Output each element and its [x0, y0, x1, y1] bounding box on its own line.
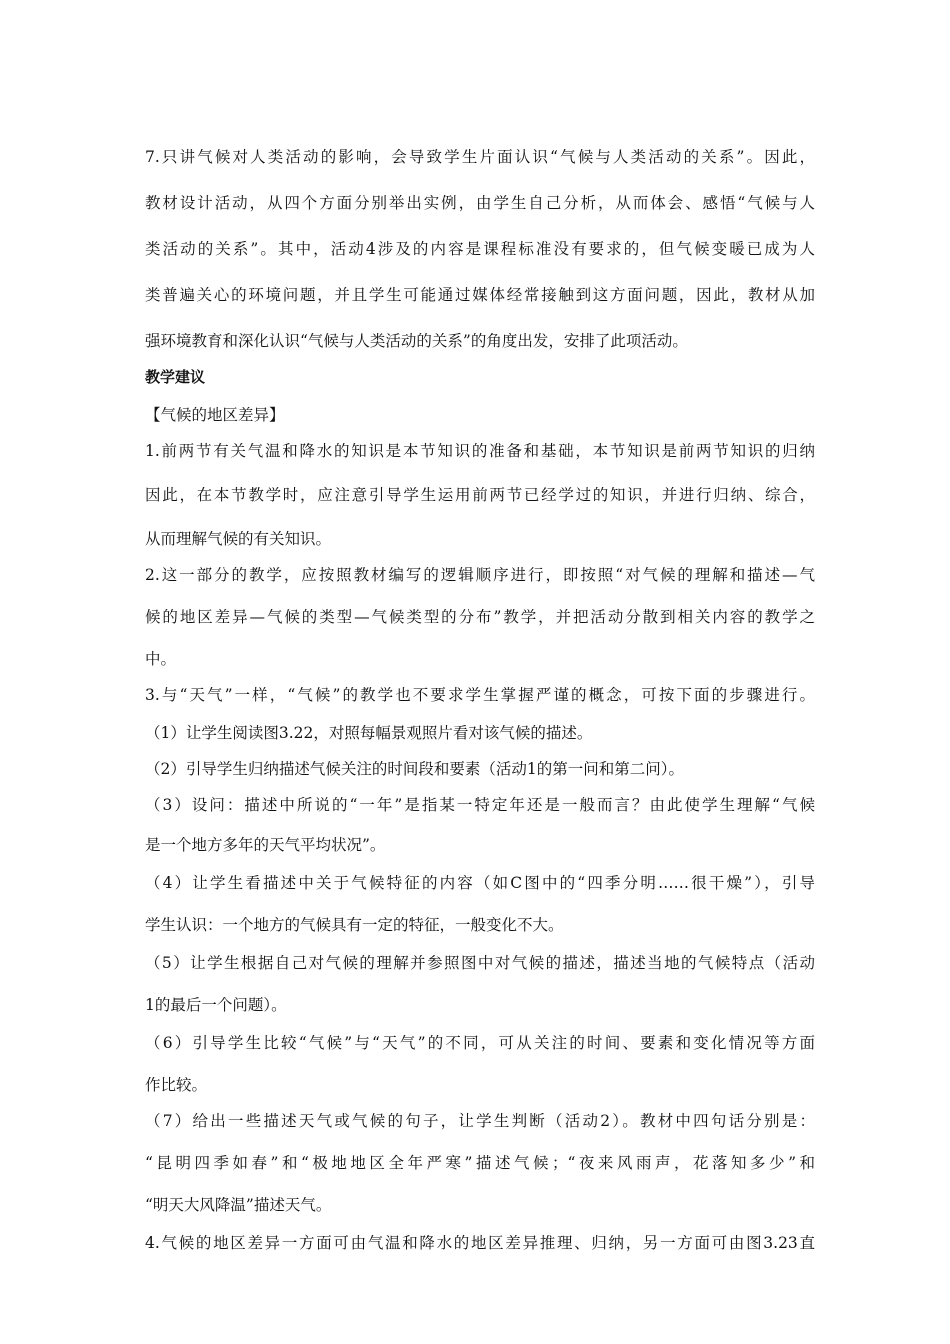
step-7-line-3: “明天大风降温”描述天气。 [145, 1196, 332, 1214]
step-3-line-1: （3）设问：描述中所说的“一年”是指某一特定年还是一般而言？由此使学生理解“气候 [145, 796, 815, 814]
section-heading-teaching-suggestions: 教学建议 [145, 368, 206, 386]
paragraph-2-line-3: 中。 [145, 650, 177, 668]
step-4-line-1: （4）让学生看描述中关于气候特征的内容（如C图中的“四季分明……很干燥”），引导 [145, 874, 815, 892]
paragraph-2-line-2: 候的地区差异—气候的类型—气候类型的分布”教学，并把活动分散到相关内容的教学之 [145, 608, 815, 626]
step-5-line-2: 1的最后一个问题）。 [145, 996, 287, 1014]
step-5-line-1: （5）让学生根据自己对气候的理解并参照图中对气候的描述，描述当地的气候特点（活动 [145, 954, 815, 972]
paragraph-7-line-1: 7.只讲气候对人类活动的影响，会导致学生片面认识“气候与人类活动的关系”。因此， [145, 148, 815, 166]
step-3-line-2: 是一个地方多年的天气平均状况”。 [145, 836, 386, 854]
step-6-line-1: （6）引导学生比较“气候”与“天气”的不同，可从关注的时间、要素和变化情况等方面 [145, 1034, 815, 1052]
paragraph-4-line-1: 4.气候的地区差异一方面可由气温和降水的地区差异推理、归纳，另一方面可由图3.23直 [145, 1234, 815, 1252]
paragraph-2-line-1: 2.这一部分的教学，应按照教材编写的逻辑顺序进行，即按照“对气候的理解和描述—气 [145, 566, 815, 584]
paragraph-7-line-5: 强环境教育和深化认识“气候与人类活动的关系”的角度出发，安排了此项活动。 [145, 332, 688, 350]
paragraph-1-line-1: 1.前两节有关气温和降水的知识是本节知识的准备和基础，本节知识是前两节知识的归纳 [145, 442, 815, 460]
step-7-line-1: （7）给出一些描述天气或气候的句子，让学生判断（活动2）。教材中四句话分别是： [145, 1112, 815, 1130]
paragraph-7-line-3: 类活动的关系”。其中，活动4涉及的内容是课程标准没有要求的，但气候变暖已成为人 [145, 240, 815, 258]
paragraph-7-line-4: 类普遍关心的环境问题，并且学生可能通过媒体经常接触到这方面问题，因此，教材从加 [145, 286, 815, 304]
paragraph-3-line-1: 3.与“天气”一样，“气候”的教学也不要求学生掌握严谨的概念，可按下面的步骤进行。 [145, 686, 815, 704]
step-6-line-2: 作比较。 [145, 1076, 208, 1094]
paragraph-1-line-2: 因此，在本节教学时，应注意引导学生运用前两节已经学过的知识，并进行归纳、综合， [145, 486, 815, 504]
step-7-line-2: “昆明四季如春”和“极地地区全年严寒”描述气候；“夜来风雨声，花落知多少”和 [145, 1154, 815, 1172]
paragraph-7-line-2: 教材设计活动，从四个方面分别举出实例，由学生自己分析，从而体会、感悟“气候与人 [145, 194, 815, 212]
step-2: （2）引导学生归纳描述气候关注的时间段和要素（活动1的第一问和第二问）。 [145, 760, 684, 778]
paragraph-1-line-3: 从而理解气候的有关知识。 [145, 530, 332, 548]
subheading-climate-regional-difference: 【气候的地区差异】 [145, 406, 285, 424]
step-4-line-2: 学生认识：一个地方的气候具有一定的特征，一般变化不大。 [145, 916, 564, 934]
step-1: （1）让学生阅读图3.22，对照每幅景观照片看对该气候的描述。 [145, 724, 593, 742]
